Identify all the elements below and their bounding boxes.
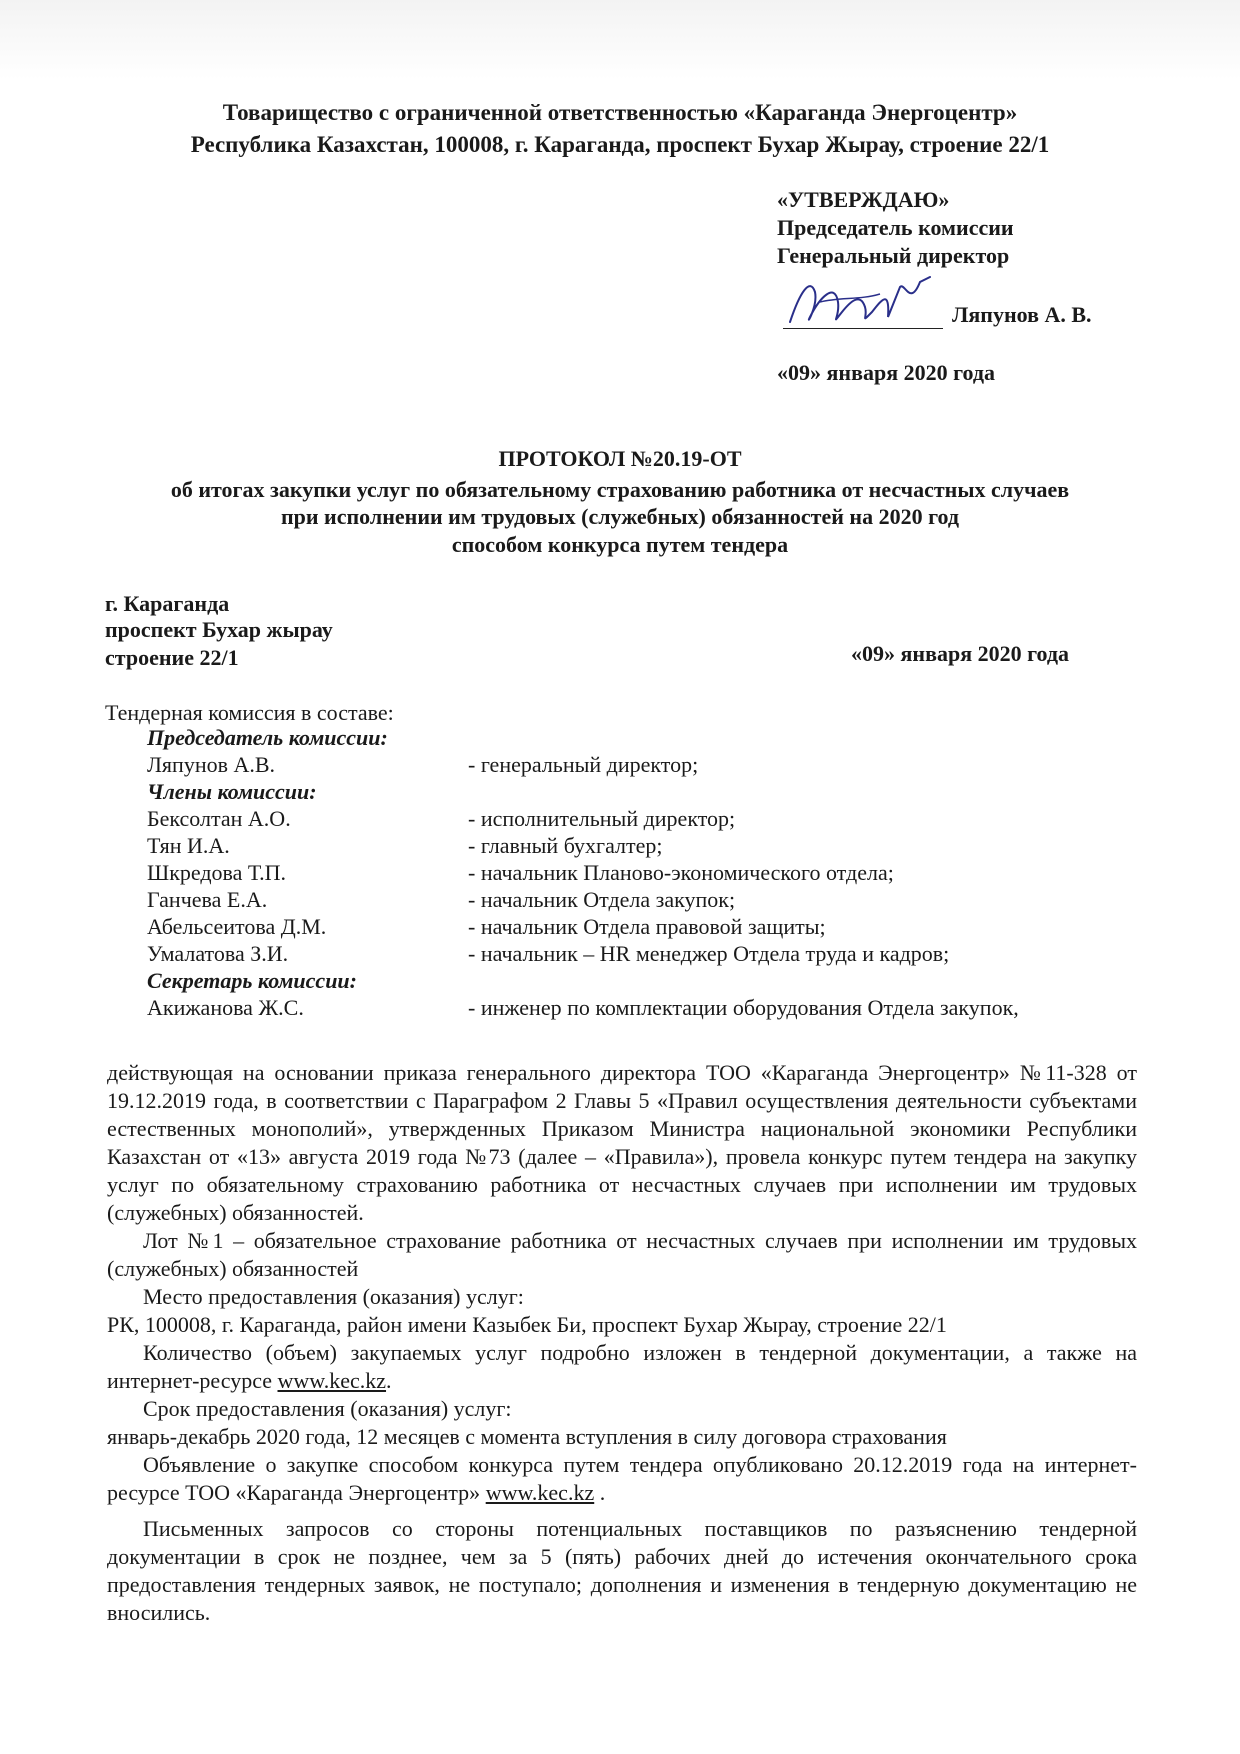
quantity-text: Количество (объем) закупаемых услуг подробно изложен в тендерной документации, а также на интернет-ресурсе: [107, 1340, 1137, 1393]
announcement-end: .: [594, 1480, 606, 1505]
paragraph-term-label: Срок предоставления (оказания) услуг:: [143, 1396, 512, 1421]
member-name: Ганчева Е.А.: [147, 887, 268, 912]
paragraph-place-label: Место предоставления (оказания) услуг:: [143, 1284, 524, 1309]
approval-title: «УТВЕРЖДАЮ»: [777, 187, 950, 212]
announcement-text: Объявление о закупке способом конкурса путем тендера опубликовано 20.12.2019 года на интернет-ресурсе ТОО «Караганда Энергоцентр»: [107, 1452, 1137, 1505]
secretary-role: - инженер по комплектации оборудования Отдела закупок,: [468, 995, 1019, 1020]
site-link[interactable]: www.kec.kz: [485, 1480, 595, 1505]
scan-shadow: [0, 0, 1240, 80]
paragraph-requests: Письменных запросов со стороны потенциальных поставщиков по разъяснению тендерной документации в срок не позднее, чем за 5 (пять) рабочих дней до истечения окончательного срока предоставления тендерных заявок, не поступало; дополнения и изменения в тендерную документацию не вносились.: [107, 1516, 1137, 1625]
protocol-subtitle-3: способом конкурса путем тендера: [451, 532, 789, 557]
members-heading: Члены комиссии:: [147, 779, 317, 804]
approval-position-1: Председатель комиссии: [777, 215, 1014, 240]
chair-name: Ляпунов А.В.: [147, 752, 276, 777]
paragraph-quantity: [107, 1339, 1137, 1395]
chair-heading: Председатель комиссии:: [147, 725, 388, 750]
org-name: Товарищество с ограниченной ответственностью «Караганда Энергоцентр»: [222, 100, 1018, 125]
org-address: Республика Казахстан, 100008, г. Караганда, проспект Бухар Жырау, строение 22/1: [190, 132, 1050, 157]
member-name: Бексолтан А.О.: [147, 806, 291, 831]
chair-role: - генеральный директор;: [468, 752, 699, 777]
secretary-heading: Секретарь комиссии:: [147, 968, 357, 993]
member-role: - начальник Отдела закупок;: [468, 887, 736, 912]
member-name: Шкредова Т.П.: [147, 860, 287, 885]
protocol-date: «09» января 2020 года: [851, 641, 1070, 666]
place-city: г. Караганда: [105, 591, 230, 616]
approval-date: «09» января 2020 года: [777, 360, 996, 385]
member-name: Абельсеитова Д.М.: [147, 914, 327, 939]
commission-intro: Тендерная комиссия в составе:: [105, 700, 394, 725]
member-role: - главный бухгалтер;: [468, 833, 663, 858]
paragraph-announcement: [107, 1451, 1137, 1507]
place-street: проспект Бухар жырау: [105, 617, 333, 642]
member-name: Умалатова З.И.: [147, 941, 289, 966]
paragraph-place: РК, 100008, г. Караганда, район имени Казыбек Би, проспект Бухар Жырау, строение 22/1: [107, 1312, 947, 1337]
secretary-name: Акижанова Ж.С.: [147, 995, 304, 1020]
member-role: - начальник Планово-экономического отдела;: [468, 860, 894, 885]
member-role: - исполнительный директор;: [468, 806, 736, 831]
paragraph-basis: действующая на основании приказа генерального директора ТОО «Караганда Энергоцентр» №11-328 от 19.12.2019 года, в соответствии с Параграфом 2 Главы 5 «Правил осуществления деятельности субъектами естественных монополий», утвержденных Приказом Министра национальной экономики Республики Казахстан от «13» августа 2019 года №73 (далее – «Правила»), провела конкурс путем тендера на закупку услуг по обязательному страхованию работника от несчастных случаев при исполнении им трудовых (служебных) обязанностей.: [107, 1060, 1137, 1225]
approval-position-2: Генеральный директор: [777, 243, 1010, 268]
signatory-name: Ляпунов А. В.: [952, 302, 1092, 327]
paragraph-term: январь-декабрь 2020 года, 12 месяцев с момента вступления в силу договора страхования: [107, 1424, 947, 1449]
handwritten-signature: [780, 272, 950, 343]
protocol-subtitle-2: при исполнении им трудовых (служебных) обязанностей на 2020 год: [280, 504, 960, 529]
member-role: - начальник Отдела правовой защиты;: [468, 914, 826, 939]
place-building: строение 22/1: [105, 645, 239, 670]
member-role: - начальник – HR менеджер Отдела труда и кадров;: [468, 941, 950, 966]
protocol-subtitle-1: об итогах закупки услуг по обязательному страхованию работника от несчастных случаев: [170, 477, 1070, 502]
quantity-end: .: [386, 1368, 392, 1393]
paragraph-lot: Лот №1 – обязательное страхование работника от несчастных случаев при исполнении им трудовых (служебных) обязанностей: [107, 1228, 1137, 1281]
member-name: Тян И.А.: [147, 833, 230, 858]
site-link[interactable]: www.kec.kz: [277, 1368, 387, 1393]
signature-line: [783, 328, 943, 329]
protocol-title: ПРОТОКОЛ №20.19-ОТ: [498, 446, 742, 471]
